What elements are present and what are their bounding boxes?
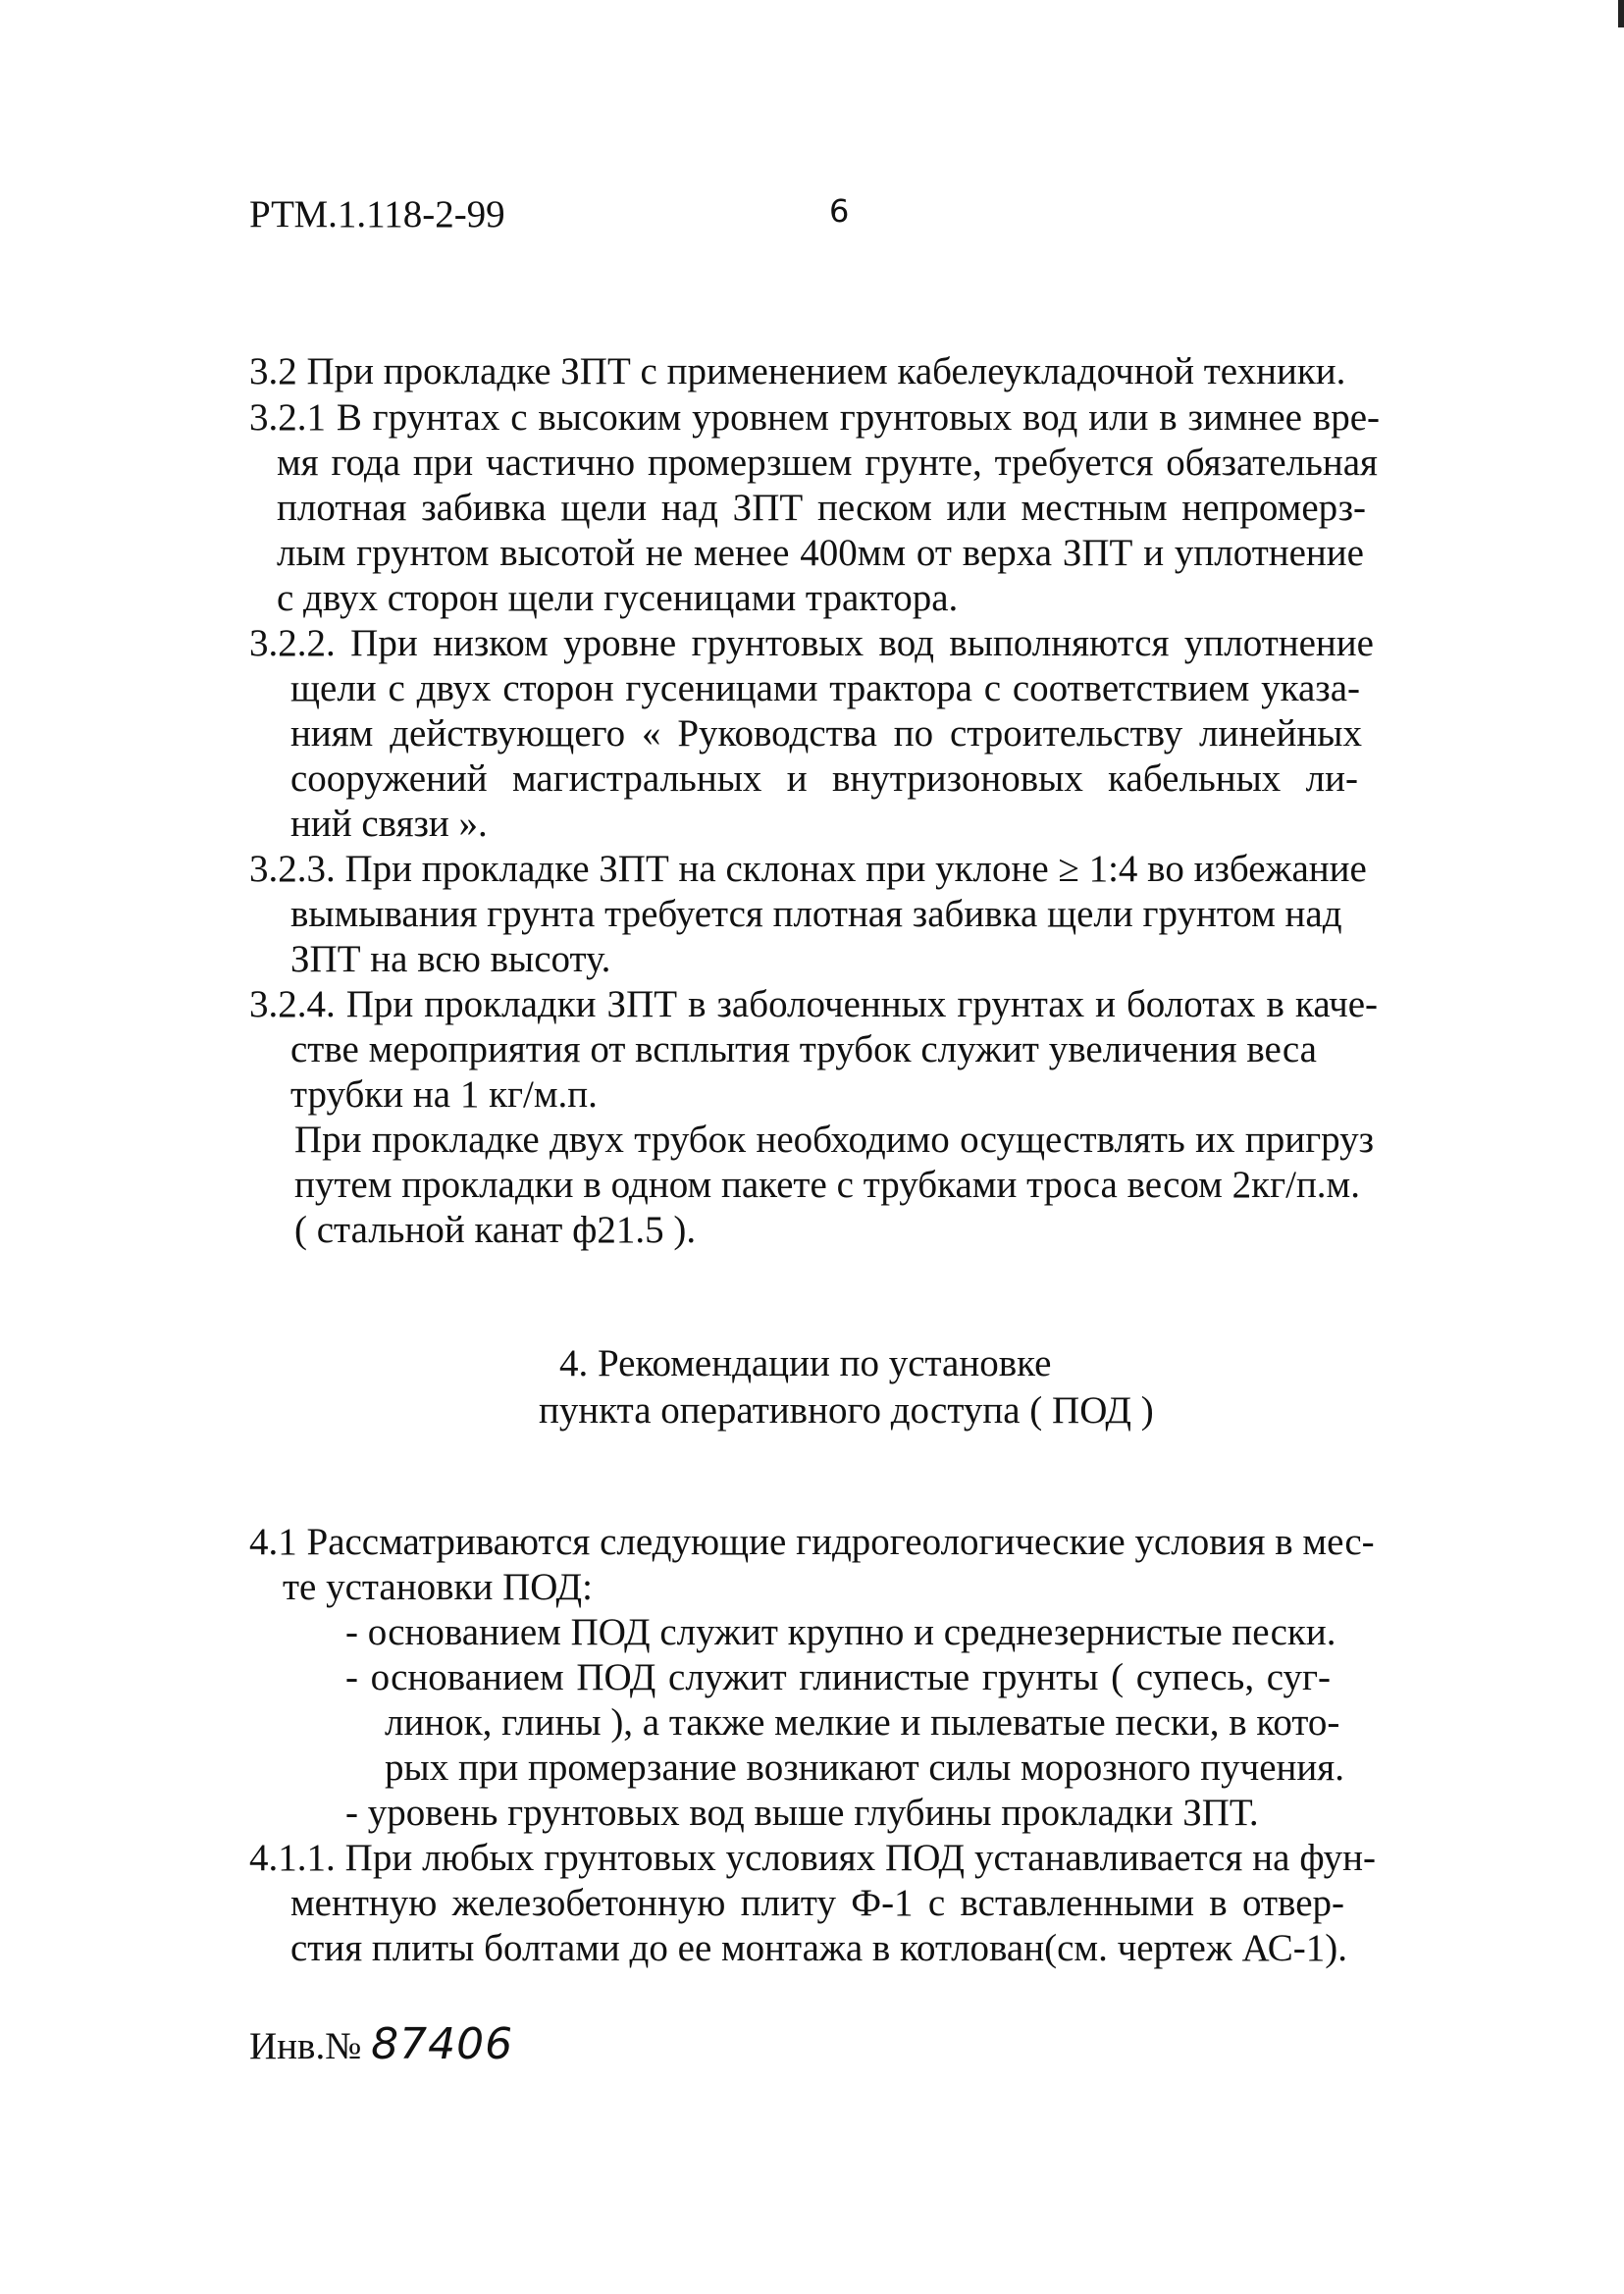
text-line: ЗПТ на всю высоту. [290, 938, 611, 980]
inventory-stamp [249, 2019, 513, 2069]
text-line: 3.2.3. При прокладке ЗПТ на склонах при уклоне ≥ 1:4 во избежание [249, 848, 1367, 890]
text-line: мя года при частично промерзшем грунте, требуется обязательная [277, 442, 1378, 484]
list-item: - основанием ПОД служит крупно и среднезернистые пески. [345, 1611, 1336, 1653]
text-line: 4.1.1. При любых грунтовых условиях ПОД устанавливается на фун- [249, 1837, 1376, 1879]
text-line: 3.2.4. При прокладки ЗПТ в заболоченных грунтах и болотах в каче- [249, 983, 1378, 1025]
text-line: стия плиты болтами до ее монтажа в котлован(см. чертеж АС-1). [290, 1927, 1348, 1969]
section-4-heading-line2: пункта оперативного доступа ( ПОД ) [539, 1389, 1154, 1432]
section-4-heading-line1: 4. Рекомендации по установке [559, 1342, 1052, 1384]
text-line: те установки ПОД: [283, 1566, 593, 1608]
text-line: щели с двух сторон гусеницами трактора с соответствием указа- [290, 667, 1360, 709]
text-line: сооружений магистральных и внутризоновых кабельных ли- [290, 757, 1358, 800]
list-item: - уровень грунтовых вод выше глубины прокладки ЗПТ. [345, 1792, 1259, 1834]
text-line: 3.2.1 В грунтах с высоким уровнем грунтовых вод или в зимнее вре- [249, 396, 1380, 439]
scan-edge-mark [1618, 0, 1624, 27]
text-line: с двух сторон щели гусеницами трактора. [277, 577, 959, 619]
text-line: При прокладке двух трубок необходимо осуществлять их пригруз [294, 1119, 1374, 1161]
text-line: - основанием ПОД служит глинистые грунты ( супесь, суг- [345, 1656, 1331, 1698]
text-line: рых при промерзание возникают силы морозного пучения. [385, 1747, 1344, 1789]
section-3-2-title: 3.2 При прокладке ЗПТ с применением кабелеукладочной техники. [249, 350, 1346, 392]
doc-code: РТМ.1.118-2-99 [249, 193, 505, 235]
text-line: 3.2.2. При низком уровне грунтовых вод выполняются уплотнение [249, 622, 1374, 664]
text-line: линок, глины ), а также мелкие и пылеватые пески, в кото- [385, 1701, 1340, 1744]
text-line: путем прокладки в одном пакете с трубками троса весом 2кг/п.м. [294, 1164, 1360, 1206]
text-line: ( стальной канат ф21.5 ). [294, 1209, 697, 1251]
text-line: трубки на 1 кг/м.п. [290, 1073, 598, 1116]
text-line: ниям действующего « Руководства по строительству линейных [290, 712, 1362, 755]
text-line: ний связи ». [290, 803, 488, 845]
text-line: 4.1 Рассматриваются следующие гидрогеологические условия в мес- [249, 1521, 1375, 1563]
text-line: вымывания грунта требуется плотная забивка щели грунтом над [290, 893, 1342, 935]
page-number: 6 [829, 192, 850, 230]
text-line: плотная забивка щели над ЗПТ песком или местным непромерз- [277, 487, 1366, 529]
inventory-number-handwritten: 87406 [371, 2019, 514, 2069]
text-line: лым грунтом высотой не менее 400мм от верха ЗПТ и уплотнение [277, 532, 1364, 574]
text-line: стве мероприятия от всплытия трубок служит увеличения веса [290, 1028, 1317, 1070]
inventory-label: Инв.№ [249, 2025, 362, 2067]
text-line: ментную железобетонную плиту Ф-1 с вставленными в отвер- [290, 1882, 1344, 1924]
